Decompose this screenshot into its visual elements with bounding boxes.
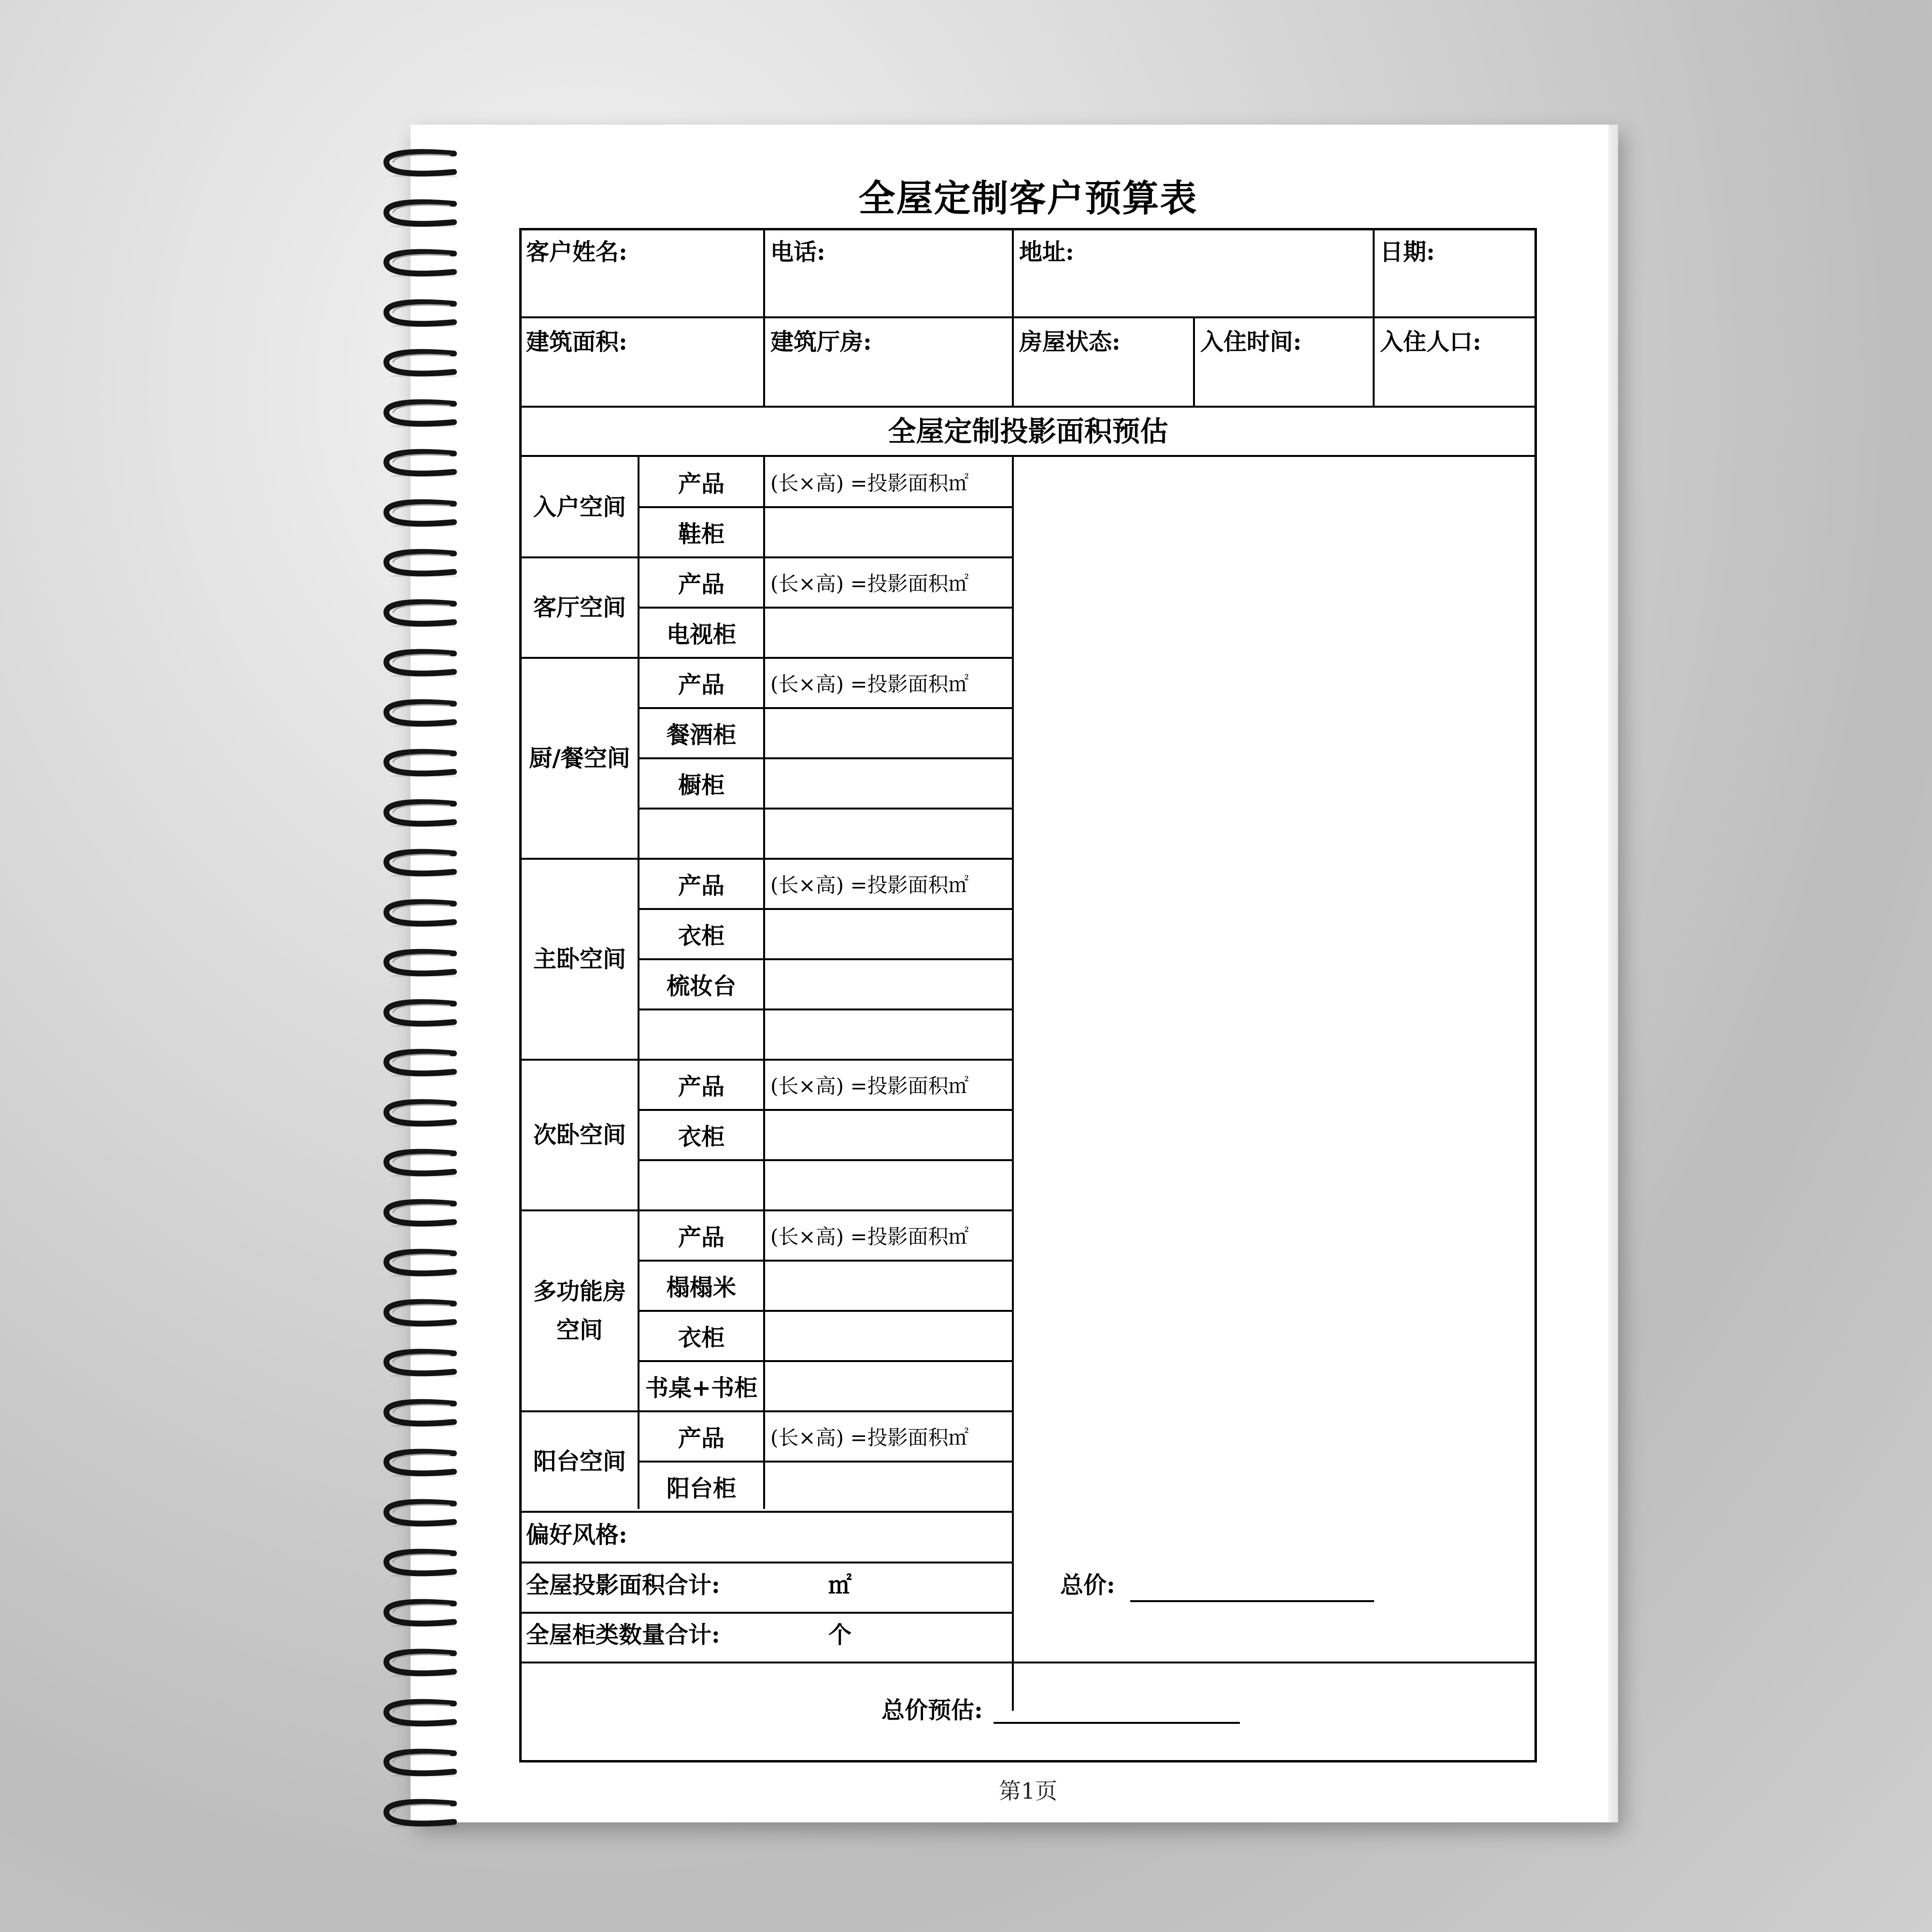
product-item: 梳妆台 — [666, 973, 736, 1000]
item-row-divider — [639, 607, 1013, 609]
item-row-divider — [639, 1009, 1013, 1010]
section-title: 全屋定制投影面积预估 — [888, 415, 1168, 448]
binding-ring — [382, 1149, 464, 1177]
formula-column-divider — [1012, 456, 1014, 1711]
binding-ring — [382, 1499, 464, 1527]
cabinet-total-label: 全屋柜类数量合计: — [526, 1621, 720, 1648]
product-item: 衣柜 — [678, 923, 724, 950]
item-row-divider — [639, 1310, 1013, 1312]
space-name: 厨/餐空间 — [529, 745, 630, 772]
page-title: 全屋定制客户预算表 — [858, 177, 1198, 220]
estimated-total-label: 总价预估: — [881, 1697, 983, 1724]
item-row-divider — [639, 1360, 1013, 1362]
space-group-divider — [519, 1410, 1013, 1412]
customer-name-label: 客户姓名: — [526, 239, 627, 266]
binding-ring — [382, 949, 464, 977]
binding-ring — [382, 1648, 464, 1676]
binding-ring — [382, 1049, 464, 1077]
area-row-divider — [519, 1612, 1013, 1614]
product-item: 榻榻米 — [666, 1274, 736, 1301]
space-group-divider — [519, 556, 1013, 558]
item-row-divider — [639, 1159, 1013, 1161]
header-col-1 — [763, 228, 765, 407]
item-row-divider — [639, 958, 1013, 960]
move-in-population-label: 入住人口: — [1380, 328, 1481, 355]
binding-ring — [382, 1449, 464, 1477]
projection-formula: (长×高) =投影面积㎡ — [770, 471, 969, 495]
item-row-divider — [639, 908, 1013, 910]
binding-ring — [382, 1249, 464, 1277]
binding-ring — [382, 299, 464, 327]
product-column-divider — [763, 456, 765, 1509]
product-label: 产品 — [678, 872, 724, 899]
preferred-style-label: 偏好风格: — [526, 1521, 627, 1548]
product-label: 产品 — [678, 571, 724, 598]
estimated-total-input-line[interactable] — [994, 1722, 1240, 1724]
space-name: 阳台空间 — [533, 1448, 626, 1475]
product-item: 鞋柜 — [678, 521, 724, 548]
item-row-divider — [639, 506, 1013, 508]
binding-ring — [382, 1349, 464, 1377]
date-label: 日期: — [1380, 239, 1435, 266]
binding-ring — [382, 199, 464, 227]
form-border-top — [519, 228, 1537, 230]
projection-formula: (长×高) =投影面积㎡ — [770, 1074, 969, 1098]
binding-ring — [382, 1099, 464, 1127]
product-item: 阳台柜 — [666, 1475, 736, 1502]
item-row-divider — [639, 1260, 1013, 1262]
space-group-divider — [519, 1059, 1013, 1061]
product-item: 衣柜 — [678, 1324, 724, 1351]
binding-ring — [382, 1799, 464, 1827]
binding-ring — [382, 349, 464, 377]
building-area-label: 建筑面积: — [526, 328, 627, 355]
area-total-label: 全屋投影面积合计: — [526, 1572, 720, 1599]
address-label: 地址: — [1019, 239, 1074, 266]
binding-ring — [382, 499, 464, 527]
form-border-left — [519, 228, 522, 1762]
space-name: 多功能房 — [533, 1278, 626, 1305]
item-row-divider — [639, 757, 1013, 759]
binding-ring — [382, 1748, 464, 1776]
product-label: 产品 — [678, 1073, 724, 1100]
space-name: 次卧空间 — [533, 1122, 626, 1149]
binding-ring — [382, 1199, 464, 1227]
product-label: 产品 — [678, 470, 724, 497]
style-row-divider — [519, 1562, 1013, 1563]
space-group-divider — [519, 1209, 1013, 1211]
page-number: 第1页 — [998, 1778, 1058, 1804]
section-title-divider — [519, 455, 1537, 457]
header-col-3 — [1373, 228, 1375, 407]
binding-ring — [382, 449, 464, 477]
binding-ring — [382, 1399, 464, 1427]
product-item: 橱柜 — [678, 772, 724, 799]
binding-ring — [382, 999, 464, 1027]
binding-ring — [382, 549, 464, 577]
binding-ring — [382, 899, 464, 927]
header-row-divider — [519, 316, 1537, 318]
projection-formula: (长×高) =投影面积㎡ — [770, 1426, 969, 1449]
product-item: 衣柜 — [678, 1123, 724, 1151]
binding-ring — [382, 1599, 464, 1627]
binding-ring — [382, 599, 464, 627]
product-label: 产品 — [678, 1224, 724, 1251]
building-rooms-label: 建筑厅房: — [770, 328, 872, 355]
binding-ring — [382, 1699, 464, 1727]
binding-ring — [382, 649, 464, 677]
space-group-divider — [519, 858, 1013, 860]
binding-ring — [382, 149, 464, 177]
binding-ring — [382, 749, 464, 777]
total-price-label: 总价: — [1060, 1572, 1115, 1599]
item-row-divider — [639, 1461, 1013, 1463]
projection-formula: (长×高) =投影面积㎡ — [770, 873, 969, 897]
projection-formula: (长×高) =投影面积㎡ — [770, 1225, 969, 1249]
product-item: 电视柜 — [666, 621, 736, 648]
phone-label: 电话: — [770, 239, 825, 266]
form-border-right — [1534, 228, 1537, 1762]
header-col-2 — [1012, 228, 1014, 407]
summary-bottom-divider — [519, 1662, 1537, 1663]
binding-ring — [382, 399, 464, 427]
binding-ring — [382, 849, 464, 877]
binding-ring — [382, 799, 464, 827]
space-name-line2: 空间 — [556, 1317, 603, 1344]
item-row-divider — [639, 707, 1013, 709]
space-group-divider — [519, 1511, 1013, 1513]
space-name: 入户空间 — [533, 494, 626, 521]
move-in-time-label: 入住时间: — [1200, 328, 1302, 355]
item-row-divider — [639, 808, 1013, 810]
binding-ring — [382, 1299, 464, 1327]
product-item: 餐酒柜 — [666, 722, 736, 749]
projection-formula: (长×高) =投影面积㎡ — [770, 672, 969, 696]
total-price-input-line[interactable] — [1130, 1600, 1374, 1602]
binding-ring — [382, 699, 464, 727]
product-item: 书桌+书柜 — [645, 1375, 758, 1402]
projection-formula: (长×高) =投影面积㎡ — [770, 572, 969, 596]
binding-ring — [382, 1548, 464, 1577]
header-col-4 — [1193, 317, 1195, 407]
cabinet-unit: 个 — [828, 1621, 852, 1648]
space-name: 主卧空间 — [533, 946, 626, 973]
house-status-label: 房屋状态: — [1019, 328, 1121, 355]
binding-ring — [382, 249, 464, 277]
form-border-bottom — [519, 1760, 1537, 1762]
budget-form — [519, 228, 1537, 1762]
item-row-divider — [639, 1109, 1013, 1111]
space-name: 客厅空间 — [533, 594, 626, 621]
area-unit: ㎡ — [828, 1572, 852, 1599]
product-label: 产品 — [678, 671, 724, 698]
header-section-divider — [519, 406, 1537, 408]
space-group-divider — [519, 657, 1013, 659]
product-label: 产品 — [678, 1425, 724, 1452]
